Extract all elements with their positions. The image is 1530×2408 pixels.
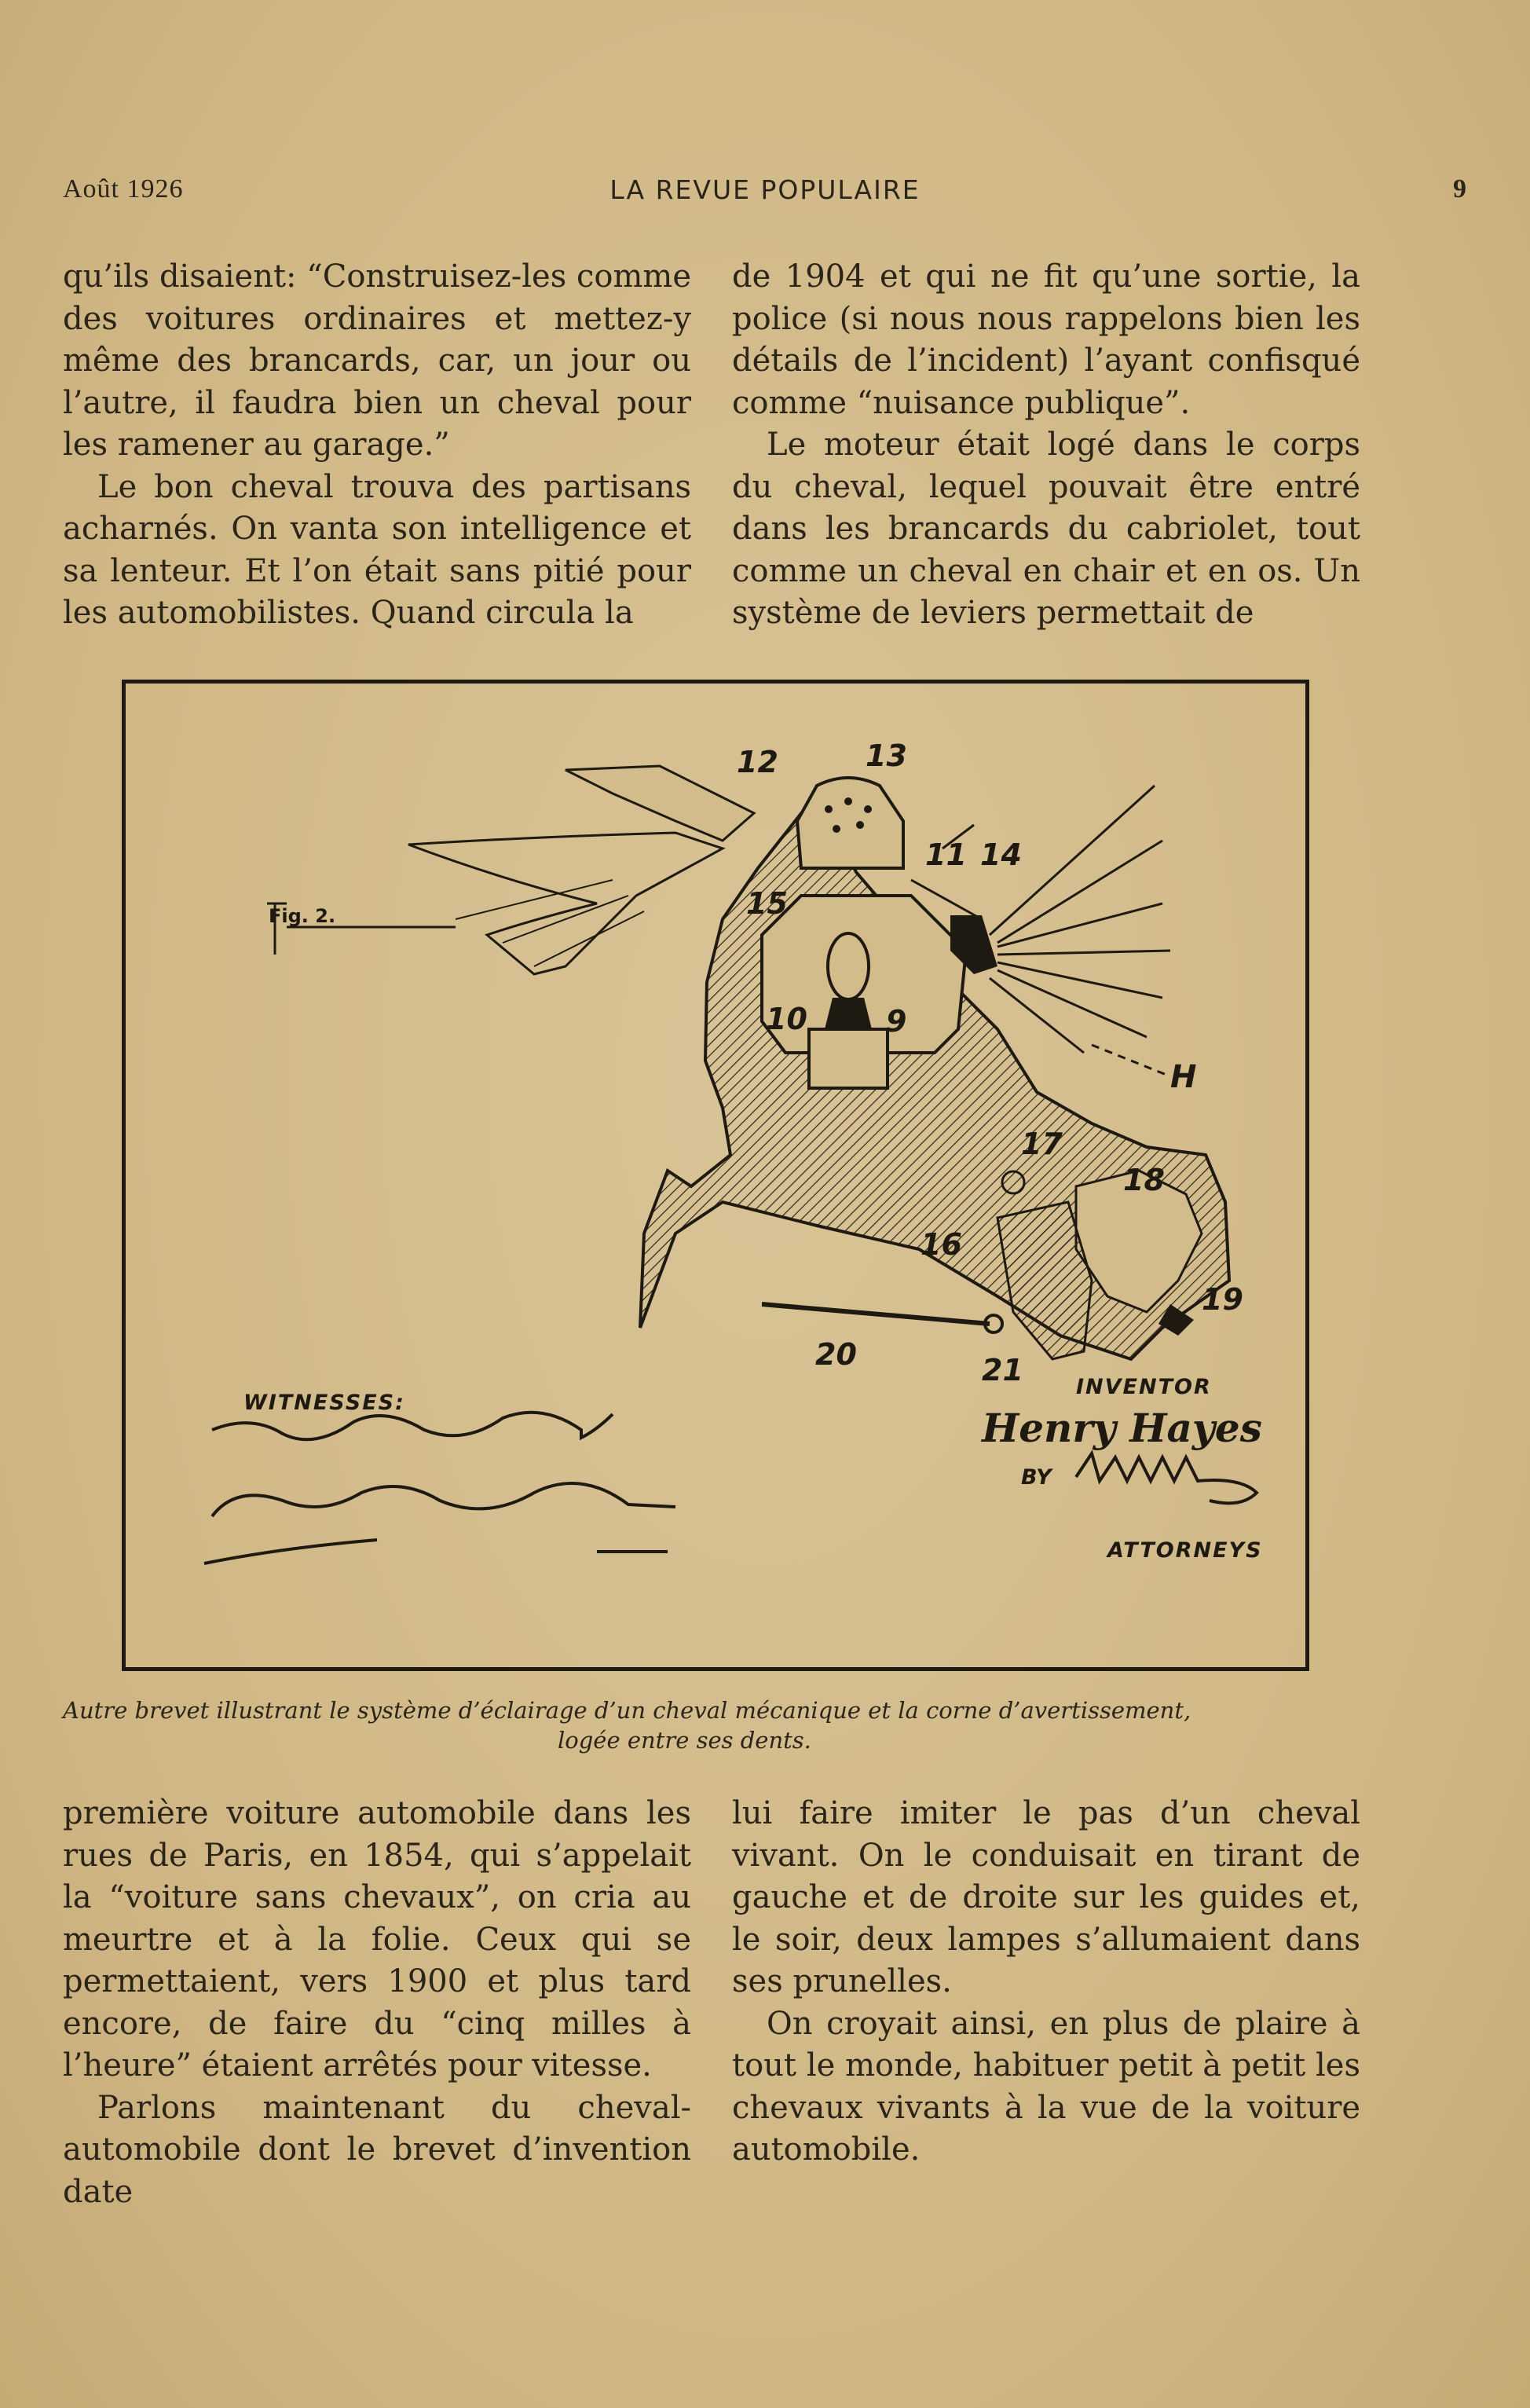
paragraph: On croyait ainsi, en plus de plaire à tout le monde, habituer petit à petit les chevaux vivants à la vue de la voiture automobile.: [732, 2005, 1360, 2168]
column-left-top: [63, 256, 691, 635]
paragraph: de 1904 et qui ne fit qu’une sortie, la police (si nous nous rappelons bien les détails de l’incident) l’ayant confisqué comme “nuisance publique”.: [732, 258, 1360, 421]
paragraph: qu’ils disaient: “Construisez-les comme des voitures ordinaires et mettez-y même des brancards, car, un jour ou l’autre, il faudra bien un cheval pour les ramener au garage.”: [63, 258, 691, 463]
part-label: 12: [737, 745, 778, 779]
part-label: 10: [766, 1002, 807, 1036]
paragraph: première voiture automobile dans les rues de Paris, en 1854, qui s’appelait la “voiture sans chevaux”, on cria au meurtre et à la folie. Ceux qui se permettaient, vers 1900 et plus tard encore, de faire du “cinq milles à l’heure” étaient arrêtés pour vitesse.: [63, 1795, 691, 2084]
page-header: [63, 174, 1467, 214]
part-label: 19: [1202, 1282, 1243, 1317]
part-label: 20: [815, 1337, 857, 1372]
fig-mark: Fig. 2.: [269, 905, 336, 927]
part-label: H: [1170, 1059, 1197, 1095]
part-label: 11: [925, 837, 967, 872]
column-left-bottom: [63, 1793, 691, 2213]
magazine-title: LA REVUE POPULAIRE: [609, 174, 921, 205]
part-label: 18: [1123, 1163, 1165, 1197]
part-label: 13: [866, 739, 907, 773]
inventor-label: INVENTOR: [1076, 1375, 1212, 1399]
part-label: 16: [921, 1227, 962, 1262]
page-number: 9: [1453, 174, 1467, 203]
horse-ear: [566, 766, 754, 841]
part-label: 9: [886, 1004, 907, 1039]
by-label: BY: [1021, 1465, 1052, 1490]
attorney-signature: [1076, 1453, 1257, 1503]
column-right-bottom: [732, 1793, 1360, 2172]
issue-date: Août 1926: [63, 174, 184, 203]
paragraph: Le bon cheval trouva des partisans acharnés. On vanta son intelligence et sa lenteur. Et l’on était sans pitié pour les automobilistes. Quand circula la: [63, 468, 691, 631]
column-right-top: [732, 256, 1360, 635]
attorneys-label: ATTORNEYS: [1107, 1538, 1263, 1563]
horn: [797, 778, 903, 868]
paragraph: lui faire imiter le pas d’un cheval vivant. On le conduisait en tirant de gauche et de droite sur les guides et, le soir, deux lampes s’allumaient dans ses prunelles.: [732, 1795, 1360, 1999]
figure-caption: [63, 1695, 1335, 1755]
part-label: 14: [980, 837, 1022, 872]
witnesses-label: WITNESSES:: [243, 1391, 405, 1415]
part-label: 15: [746, 886, 788, 921]
paragraph: Le moteur était logé dans le corps du cheval, lequel pouvait être entré dans les brancards du cabriolet, tout comme un cheval en chair et en os. Un système de leviers permettait de: [732, 427, 1360, 631]
paragraph: Parlons maintenant du cheval-automobile dont le brevet d’invention date: [63, 2089, 691, 2210]
part-label: 21: [982, 1353, 1023, 1387]
inventor-name: Henry Hayes: [982, 1405, 1262, 1451]
part-label: 17: [1021, 1127, 1063, 1161]
rein-rod: [762, 1304, 990, 1324]
witness-signature-1: [212, 1413, 613, 1440]
caption-line-1: Autre brevet illustrant le système d’éclairage d’un cheval mécanique et la corne d’avertissement,: [63, 1697, 1191, 1724]
patent-drawing-figure: [122, 680, 1309, 1671]
caption-line-2: logée entre ses dents.: [558, 1727, 811, 1754]
